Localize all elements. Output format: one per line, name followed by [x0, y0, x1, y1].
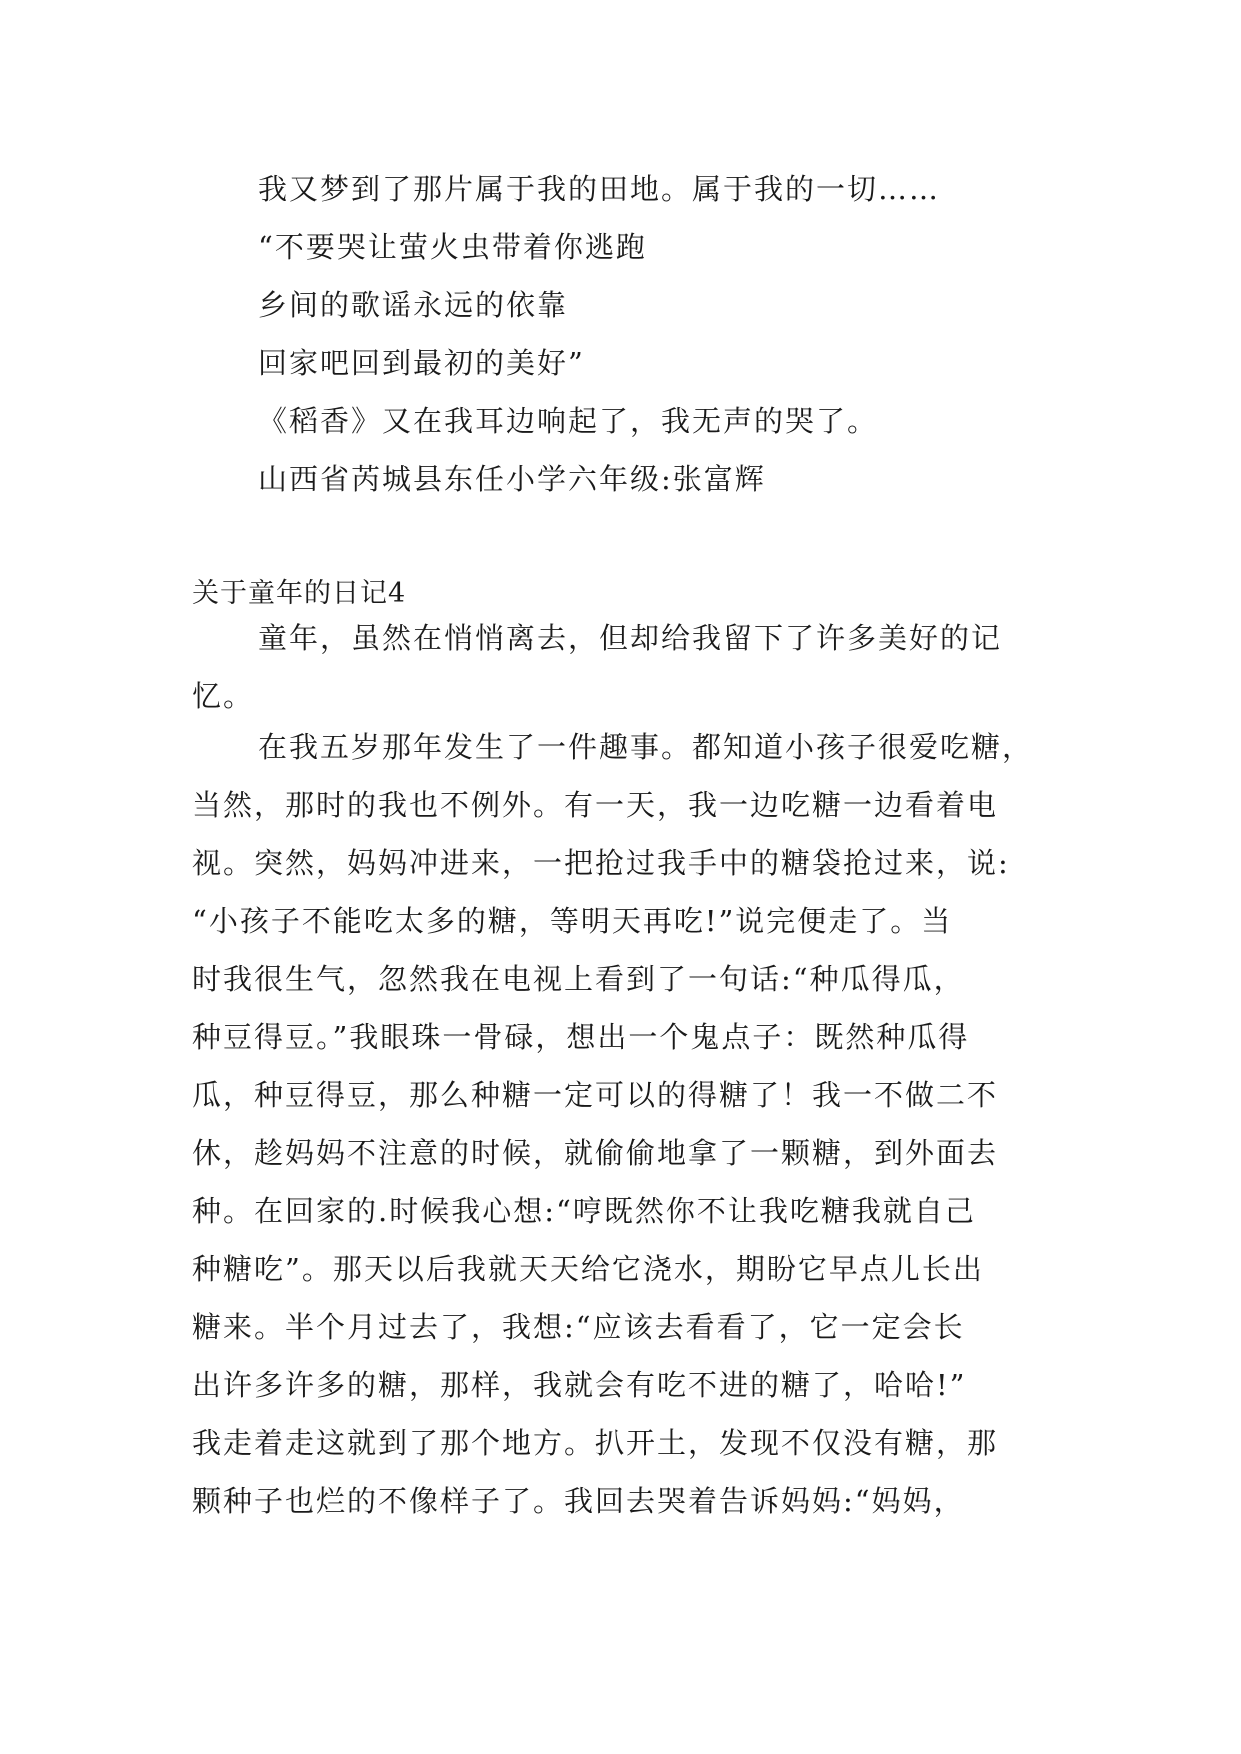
text-line: [192, 834, 1052, 892]
paragraph-2: [192, 718, 1052, 1530]
poem-line: 回家吧回到最初的美好”: [258, 346, 585, 380]
poem-line: “不要哭让萤火虫带着你逃跑: [258, 230, 647, 264]
line-text: 瓜，种豆得豆，那么种糖一定可以的得糖了！我一不做二不: [192, 1078, 999, 1112]
line-text: 种豆得豆。”我眼珠一骨碌，想出一个鬼点子：既然种瓜得: [192, 1020, 970, 1054]
line-text: 在我五岁那年发生了一件趣事。都知道小孩子很爱吃糖，: [258, 730, 1034, 764]
line-text: “小孩子不能吃太多的糖，等明天再吃!”说完便走了。当: [192, 904, 953, 938]
text-line: [192, 776, 1052, 834]
poem-line: 乡间的歌谣永远的依靠: [258, 288, 569, 322]
paragraph-1: [192, 609, 1052, 725]
poem-line: 我又梦到了那片属于我的田地。属于我的一切……: [258, 172, 941, 206]
poem-section: [258, 160, 1058, 508]
line-text: 糖来。半个月过去了，我想:“应该去看看了，它一定会长: [192, 1310, 965, 1344]
line-text: 视。突然，妈妈冲进来，一把抢过我手中的糖袋抢过来，说:: [192, 846, 1010, 880]
poem-line: 《稻香》又在我耳边响起了，我无声的哭了。: [258, 404, 879, 438]
line-text: 当然，那时的我也不例外。有一天，我一边吃糖一边看着电: [192, 788, 999, 822]
text-line: [192, 609, 1052, 667]
line-text: 颗种子也烂的不像样子了。我回去哭着告诉妈妈:“妈妈，: [192, 1484, 965, 1518]
text-line: [192, 1298, 1052, 1356]
text-line: [192, 1182, 1052, 1240]
text-line: [192, 667, 1052, 725]
text-line: [192, 1124, 1052, 1182]
text-line: [192, 1356, 1052, 1414]
line-text: 时我很生气，忽然我在电视上看到了一句话:“种瓜得瓜，: [192, 962, 965, 996]
line-text: 种糖吃”。那天以后我就天天给它浇水，期盼它早点儿长出: [192, 1252, 984, 1286]
text-line: [192, 1240, 1052, 1298]
line-text: 忆。: [192, 679, 255, 713]
line-text: 休，趁妈妈不注意的时候，就偷偷地拿了一颗糖，到外面去: [192, 1136, 999, 1170]
text-line: [192, 718, 1052, 776]
text-line: [192, 892, 1052, 950]
text-line: [192, 1066, 1052, 1124]
author-line: 山西省芮城县东任小学六年级:张富辉: [258, 462, 766, 496]
text-line: [192, 1008, 1052, 1066]
line-text: 种。在回家的.时候我心想:“哼既然你不让我吃糖我就自己: [192, 1194, 976, 1228]
article-title: 关于童年的日记4: [192, 578, 407, 609]
line-text: 童年，虽然在悄悄离去，但却给我留下了许多美好的记: [258, 621, 1003, 655]
line-text: 我走着走这就到了那个地方。扒开土，发现不仅没有糖，那: [192, 1426, 999, 1460]
text-line: [192, 1472, 1052, 1530]
text-line: [192, 1414, 1052, 1472]
text-line: [192, 950, 1052, 1008]
line-text: 出许多许多的糖，那样，我就会有吃不进的糖了，哈哈!”: [192, 1368, 967, 1402]
